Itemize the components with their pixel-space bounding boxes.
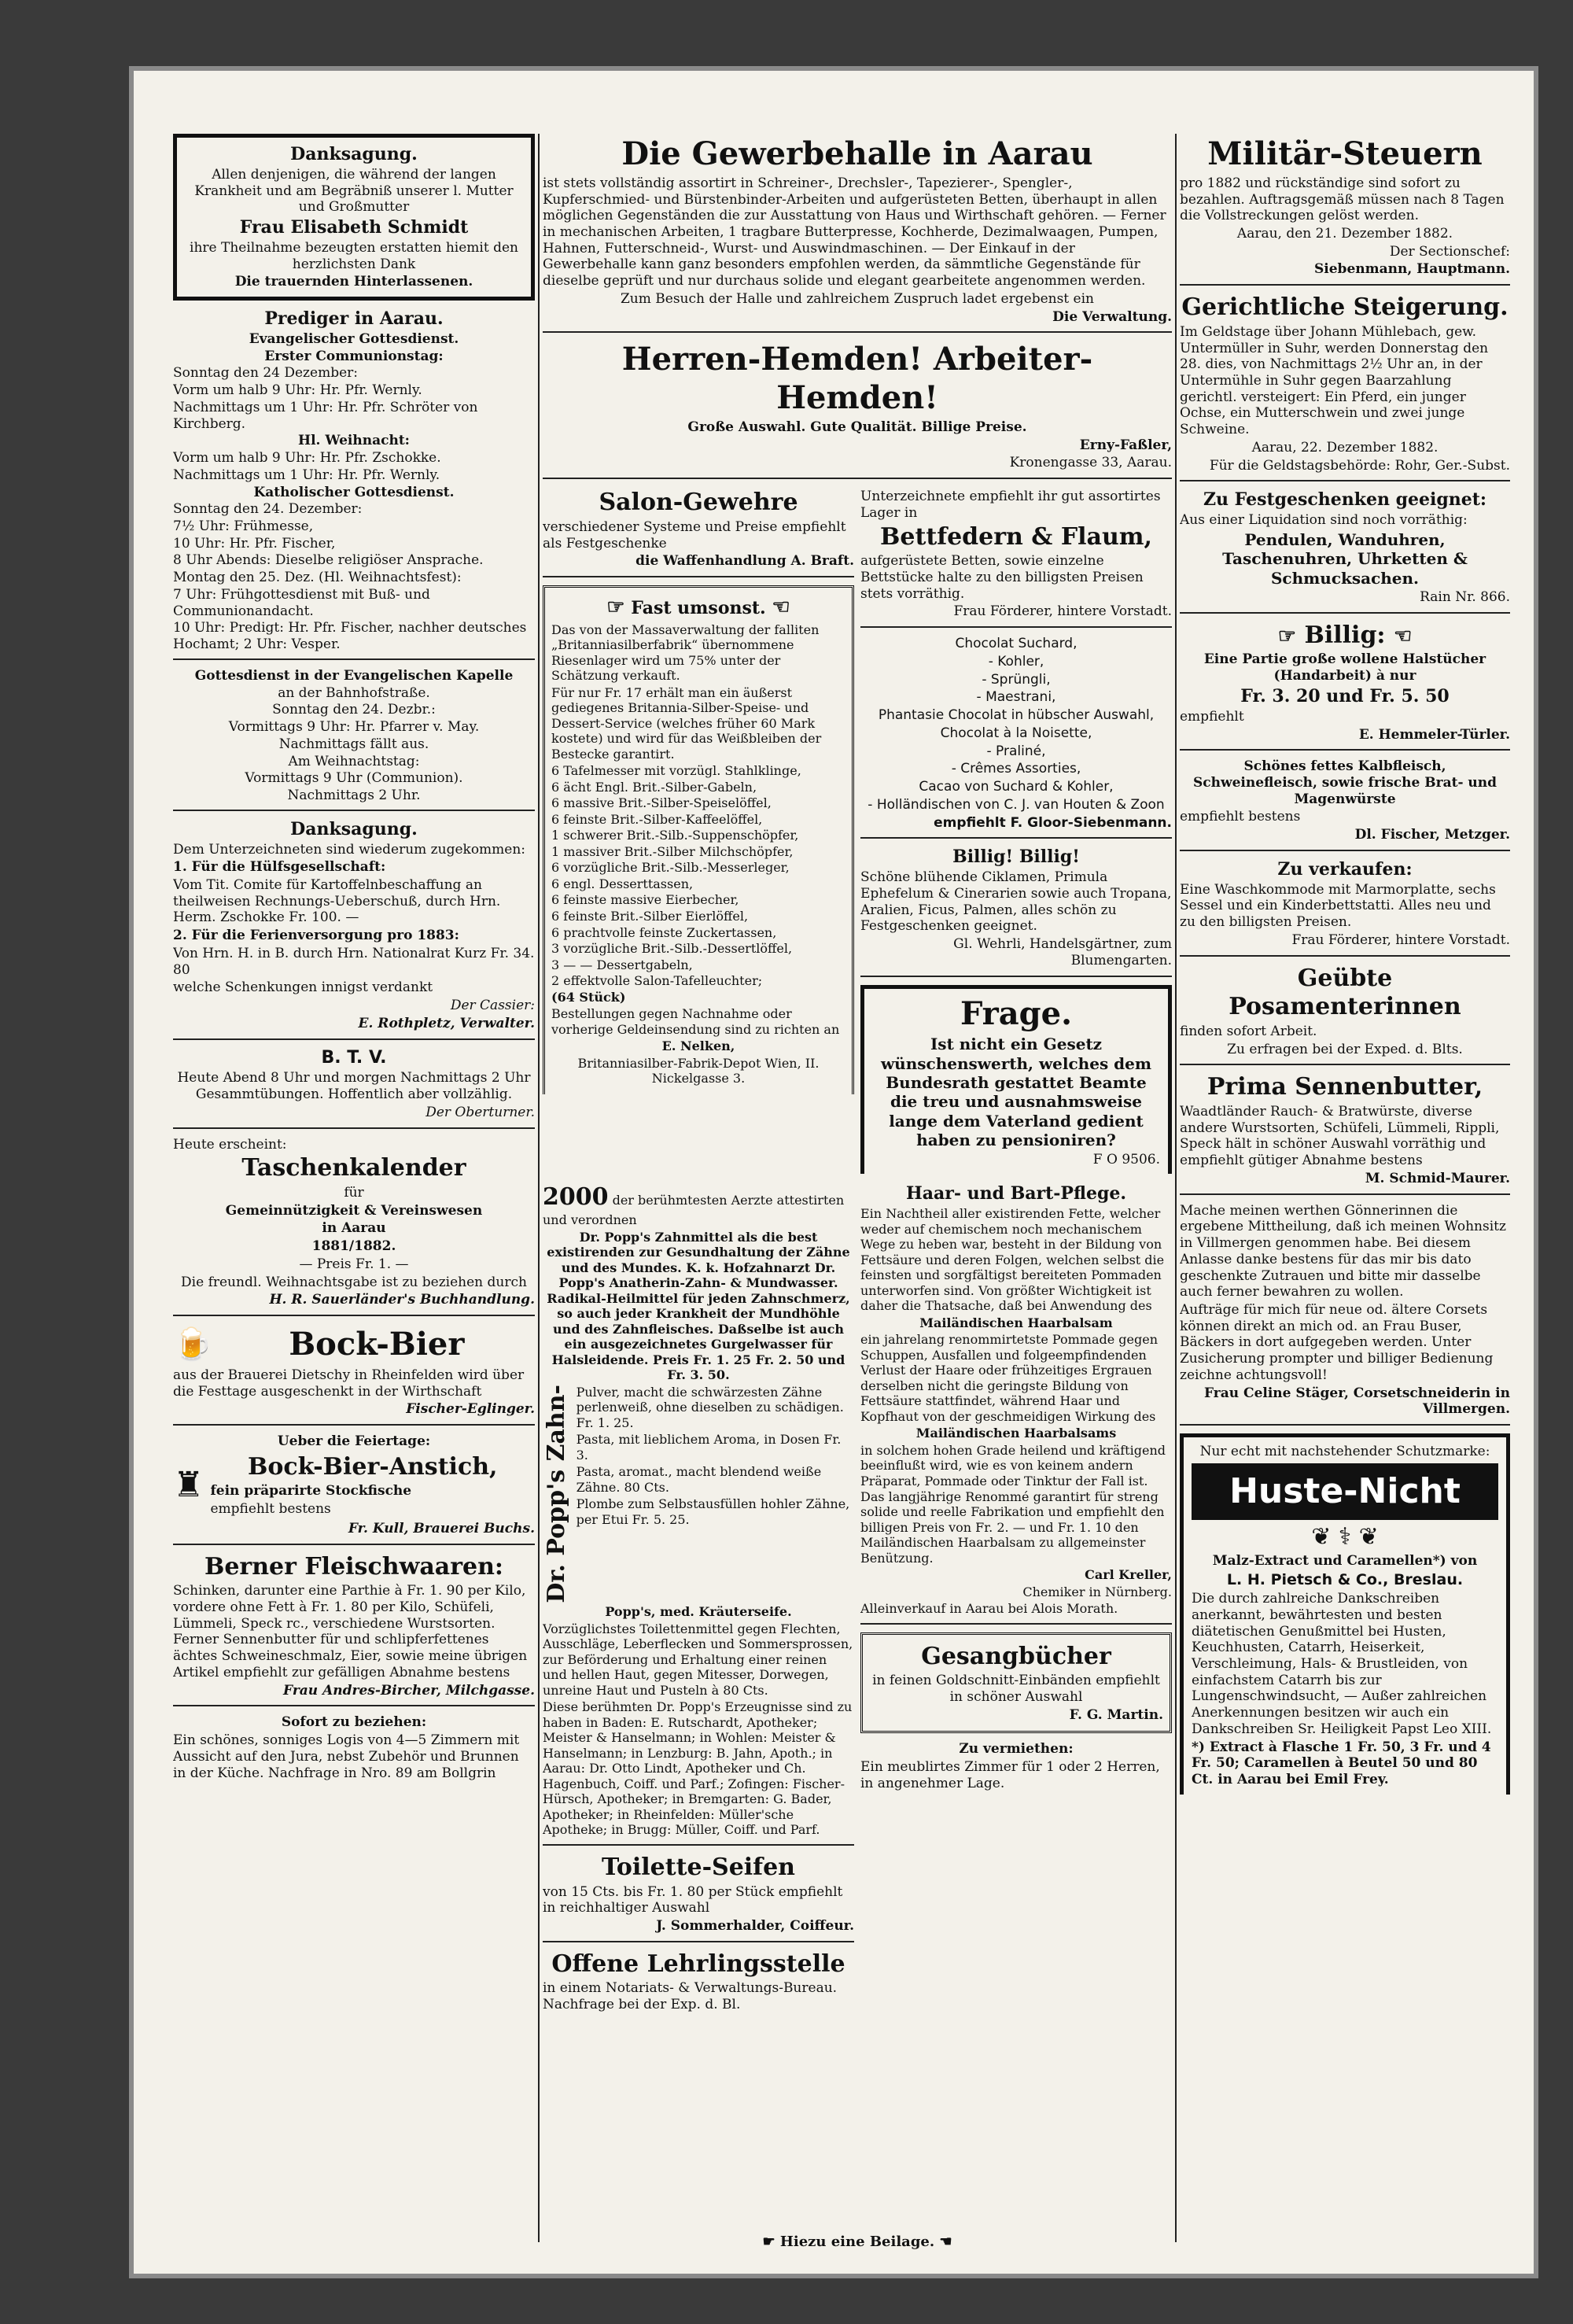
- two-column-block: [543, 1182, 1172, 2027]
- ad-signature: Der Sectionschef:: [1389, 243, 1510, 260]
- ad-title: Geübte Posamenterinnen: [1229, 964, 1461, 1021]
- service-line: 7 Uhr: Frühgottesdienst mit Buß- und Communionandacht.: [173, 586, 430, 619]
- ad-body: Heute Abend 8 Uhr und morgen Nachmittags 2 Uhr Gesammtübungen. Hoffentlich aber vollzählig.: [177, 1070, 531, 1103]
- ad-body: Vorzüglichstes Toilettenmittel gegen Flechten, Ausschläge, Leberflecken und Sommersprossen, zur Beförderung und Erhaltung einer reinen und hellen Haut, gegen Mitesser, Dorwegen, unreine Haut und Pusteln à 80 Cts.: [543, 1621, 853, 1698]
- pointing-hand-left-icon: ☜: [772, 596, 790, 619]
- list-item: 1 massiver Brit.-Silber Milchschöpfer,: [551, 843, 794, 859]
- ad-body: in feinen Goldschnitt-Einbänden empfiehlt in schöner Auswahl: [872, 1673, 1160, 1705]
- ad-items: Pendulen, Wanduhren, Taschenuhren, Uhrketten & Schmucksachen.: [1222, 529, 1468, 588]
- ad-body: Die durch zahlreiche Dankschreiben anerkannt, bewährtesten und besten diätetischen Genußmittel bei Husten, Keuchhusten, Catarrh, Heiserkeit, Verschleimung, Hals- & Brustleiden, von einfachstem Catarrh bis zur Lungenschwindsucht, — Außer zahlreichen Anerkennungen besitzen wir auch ein Dankschreiben Sr. Heiligkeit Papst Leo XIII.: [1192, 1591, 1492, 1737]
- subcolumn-left: [543, 1182, 854, 2027]
- ad-title: Danksagung.: [290, 818, 418, 839]
- ad-gewerbehalle: [543, 135, 1172, 333]
- ad-signature: Carl Kreller,: [1085, 1567, 1172, 1583]
- ad-billig-halstuecher: [1180, 622, 1510, 751]
- ad-bockbier: [173, 1324, 535, 1426]
- ad-footnote: *) Extract à Flasche 1 Fr. 50, 3 Fr. und 4 Fr. 50; Caramellen à Beutel 50 und 80 Ct. in Aarau bei Emil Frey.: [1192, 1739, 1491, 1788]
- ad-body: von 15 Cts. bis Fr. 1. 80 per Stück empfiehlt in reichhaltiger Auswahl: [543, 1883, 843, 1916]
- ad-title: Bettfedern & Flaum,: [880, 522, 1152, 551]
- ad-subtitle: Mailändischen Haarbalsams: [915, 1426, 1117, 1441]
- ad-body: aus der Brauerei Dietschy in Rheinfelden wird über die Festtage ausgeschenkt in der Wirthschaft: [173, 1367, 525, 1400]
- beer-mug-icon: 🍺: [173, 1326, 212, 1363]
- list-item: 3 vorzügliche Brit.-Silb.-Dessertlöffel,: [551, 941, 793, 957]
- service-line: Vormittags 9 Uhr (Communion).: [245, 770, 463, 787]
- ad-body: Mache meinen werthen Gönnerinnen die ergebene Mittheilung, daß ich meinen Wohnsitz in Villmergen genommen habe. Bei diesem Anlasse danke bestens für das mir bis dato geschenkte Zutrauen und bitte mir dasselbe auch ferner bewahren zu wollen.: [1180, 1202, 1506, 1300]
- ad-bettfedern: [860, 489, 1172, 628]
- ad-body: Für nur Fr. 17 erhält man ein äußerst gediegenes Britannia-Silber-Speise- und Dessert-Service (welches früher 60 Mark kostete) und wird für das Weißbleiben der Bestecke garantirt.: [551, 684, 822, 762]
- ad-body: Im Geldstage über Johann Mühlebach, gew. Untermüller in Suhr, werden Donnerstag den 28. dies, von Nachmittags 2½ Uhr an, in der Untermühle in Suhr gegen Baarzahlung gerichtl. versteigert: Ein Pferd, ein junger Ochse, ein Mutterschwein und zwei junge Schweine.: [1180, 323, 1489, 438]
- service-line: Vormittags 9 Uhr: Hr. Pfarrer v. May.: [228, 719, 480, 736]
- ad-chocolat: [860, 636, 1172, 839]
- subcolumn-right: [860, 1182, 1172, 2027]
- ad-pretitle: Unterzeichnete empfiehlt ihr gut assortirtes Lager in: [860, 489, 1161, 521]
- ad-zu-verkaufen: [1180, 859, 1510, 957]
- service-line: Am Weihnachtstag:: [288, 753, 420, 769]
- ad-signature: Frau Förderer, hintere Vorstadt.: [953, 603, 1172, 620]
- ad-signature: Dl. Fischer, Metzger.: [1354, 827, 1510, 843]
- ad-title: Gottesdienst in der Evangelischen Kapelle: [194, 667, 514, 684]
- ad-line: Gemeinnützigkeit & Vereinswesen: [225, 1202, 483, 1219]
- ad-date: Aarau, den 21. Dezember 1882.: [1236, 226, 1453, 242]
- ad-price: Fr. 3. 20 und Fr. 5. 50: [1240, 685, 1450, 706]
- ad-frage: [860, 985, 1172, 1175]
- service-line: Vorm um halb 9 Uhr: Hr. Pfr. Zschokke.: [173, 450, 441, 467]
- ad-signature: F. G. Martin.: [1069, 1706, 1163, 1723]
- ad-gerichtliche-steigerung: [1180, 293, 1510, 481]
- ad-subtitle: Große Auswahl. Gute Qualität. Billige Preise.: [687, 419, 1027, 435]
- ad-billig-blumen: [860, 847, 1172, 976]
- ad-title: Malz-Extract und Caramellen*) von: [1212, 1553, 1478, 1570]
- ad-bierstich: [173, 1433, 535, 1545]
- column-middle: [543, 134, 1172, 2242]
- ad-body: empfiehlt bestens: [210, 1501, 331, 1518]
- service-line: Sonntag den 24. Dezember:: [173, 501, 363, 518]
- ad-body: Aufträge für mich für neue od. ältere Corsets können direkt an mich od. an Frau Buser, Bäckers in dort aufgegeben werden. Unter Zusicherung prompter und billiger Bedienung zeichne achtungsvoll!: [1180, 1302, 1494, 1383]
- ad-body: in einem Notariats- & Verwaltungs-Bureau. Nachfrage bei der Exp. d. Bl.: [543, 1980, 838, 2013]
- ad-body: Aus einer Liquidation sind noch vorräthig:: [1180, 512, 1468, 529]
- ad-body: Ist nicht ein Gesetz wünschenswerth, welches dem Bundesrath gestattet Beamte die treu und ausnahmsweise lange dem Vaterland gedient haben zu pensioniren?: [880, 1035, 1152, 1150]
- service-line: Nachmittags um 1 Uhr: Hr. Pfr. Wernly.: [173, 467, 440, 483]
- service-line: Vorm um halb 9 Uhr: Hr. Pfr. Wernly.: [173, 382, 422, 399]
- gnome-figure-icon: ♜: [173, 1465, 204, 1506]
- ad-title: Billig! Billig!: [952, 847, 1080, 868]
- list-item: - Maestrani,: [976, 689, 1056, 706]
- ad-signature: Erny-Faßler,: [1079, 437, 1172, 453]
- ad-zimmer: [860, 1741, 1172, 1798]
- popp-product-list: [543, 1385, 854, 1603]
- ad-title: Zu Festgeschenken geeignet:: [1203, 489, 1487, 511]
- pointing-hand-left-icon: ☜: [1393, 624, 1413, 648]
- list-item: 2 effektvolle Salon-Tafelleuchter;: [551, 973, 763, 989]
- ad-body: Waadtländer Rauch- & Bratwürste, diverse andere Wurstsorten, Schüfeli, Lümmeli, Rippli, Speck hält in schöner Auswahl vorräthig und empfiehlt gütiger Abnahme bestens: [1180, 1103, 1500, 1169]
- service-line: Sonntag den 24. Dezbr.:: [272, 702, 436, 718]
- service-line: an der Bahnhofstraße.: [278, 684, 430, 701]
- list-item: - Praliné,: [986, 743, 1046, 759]
- ad-pretitle: empfiehlt: [1180, 708, 1244, 725]
- ad-title: Sofort zu beziehen:: [281, 1714, 427, 1731]
- ad-maker: L. H. Pietsch & Co., Breslau.: [1226, 1570, 1464, 1588]
- list-item: Pulver, macht die schwärzesten Zähne perlenweiß, ohne dieselben zu schädigen. Fr. 1. 25.: [576, 1384, 844, 1430]
- ad-line: Die freundl. Weihnachtsgabe ist zu beziehen durch: [181, 1274, 527, 1290]
- ad-line: für: [344, 1184, 364, 1201]
- list-item: - Crêmes Assorties,: [951, 761, 1081, 777]
- ad-body: Diese berühmten Dr. Popp's Erzeugnisse sind zu haben in Baden: E. Rutschardt, Apotheker; Meister & Hanselmann; in Wohlen: Meister & Hanselmann; in Lenzburg: B. Jahn, Apoth.; in Aarau: Dr. Otto Lindt, Apotheker und Ch. Hagenbuch, Coiff. und Parf.; Zofingen: Fischer-Hürsch, Apotheker; in Bremgarten: G. Bader, Apotheker; in Rheinfelden: Müller'sche Apotheke; in Brugg: Müller, Coiff. und Parf.: [543, 1699, 853, 1838]
- ad-body: Allen denjenigen, die während der langen Krankheit und am Begräbniß unserer l. Mutter und Großmutter: [194, 166, 514, 216]
- list-item: 6 vorzügliche Brit.-Silb.-Messerleger,: [551, 860, 790, 876]
- ad-pretitle: Ueber die Feiertage:: [277, 1433, 431, 1450]
- pointing-hand-right-icon: ☞: [1277, 624, 1297, 648]
- ad-body: Bestellungen gegen Nachnahme oder vorherige Geldeinsendung sind zu richten an: [551, 1006, 840, 1037]
- ad-title-text: Billig:: [1304, 621, 1386, 649]
- service-line: Nachmittags fällt aus.: [278, 736, 429, 752]
- ad-signature: die Waffenhandlung A. Braft.: [635, 553, 854, 570]
- ad-signature: Die Verwaltung.: [1052, 308, 1172, 325]
- ad-title: Bock-Bier-Anstich,: [247, 1452, 498, 1481]
- ad-body: ihre Theilnahme bezeugten erstatten hiemit den herzlichsten Dank: [190, 239, 518, 272]
- ad-title: Militär-Steuern: [1207, 135, 1483, 172]
- ad-body: Eine Partie große wollene Halstücher (Handarbeit) à nur: [1203, 651, 1486, 684]
- two-column-block: [543, 487, 1172, 1182]
- ad-title: Salon-Gewehre: [599, 489, 798, 517]
- ad-danksagung-cassier: [173, 819, 535, 1040]
- ad-taschenkalender: [173, 1137, 535, 1316]
- ad-signature: Fr. Kull, Brauerei Buchs.: [348, 1520, 535, 1536]
- list-item: Chocolat Suchard,: [955, 636, 1078, 652]
- ad-subtitle: fein präparirte Stockfische: [210, 1483, 412, 1500]
- ad-signature: Chemiker in Nürnberg.: [1022, 1584, 1172, 1599]
- ad-head: der berühmtesten Aerzte attestirten und verordnen: [543, 1193, 845, 1227]
- service-line: Montag den 25. Dez. (Hl. Weihnachtsfest):: [173, 570, 462, 586]
- newspaper-page: [134, 71, 1534, 2274]
- list-item: - Kohler,: [988, 653, 1044, 670]
- ad-body: pro 1882 und rückständige sind sofort zu bezahlen. Auftragsgemäß müssen nach 8 Tagen die Vollstreckungen gelöst werden.: [1180, 175, 1505, 224]
- service-line: 10 Uhr: Hr. Pfr. Fischer,: [173, 535, 336, 551]
- ad-kalbfleisch: [1180, 758, 1510, 851]
- ad-prediger: [173, 308, 535, 660]
- ad-signature: Rain Nr. 866.: [1420, 589, 1510, 606]
- list-item: Phantasie Chocolat in hübscher Auswahl,: [878, 707, 1155, 724]
- list-item: 1 schwerer Brit.-Silb.-Suppenschöpfer,: [551, 828, 799, 843]
- ad-title: Berner Fleischwaaren:: [204, 1552, 504, 1581]
- ad-address: Britanniasilber-Fabrik-Depot Wien, II. Nickelgasse 3.: [577, 1055, 820, 1086]
- ad-body: Schönes fettes Kalbfleisch, Schweinefleisch, sowie frische Brat- und Magenwürste: [1192, 758, 1497, 807]
- ad-hemden: [543, 341, 1172, 479]
- list-item: 6 ächt Engl. Brit.-Silber-Gabeln,: [551, 779, 757, 795]
- section-heading: Evangelischer Gottesdienst.: [249, 330, 459, 347]
- ad-title: Die Gewerbehalle in Aarau: [621, 135, 1093, 172]
- trademark-emblem-icon: ❦ ⚕ ❦: [1311, 1522, 1379, 1551]
- ad-signature: Der Cassier:: [450, 998, 535, 1014]
- ad-body: aufgerüstete Betten, sowie einzelne Bettstücke halte zu den billigsten Preisen stets vorräthig.: [860, 553, 1144, 602]
- ad-signature: Siebenmann, Hauptmann.: [1314, 261, 1510, 278]
- ad-line: 2. Für die Ferienversorgung pro 1883:: [173, 928, 459, 944]
- list-item: 6 engl. Desserttassen,: [551, 876, 694, 891]
- list-item: 6 prachtvolle feinste Zuckertassen,: [551, 924, 777, 940]
- list-item: 6 feinste Brit.-Silber Eierlöffel,: [551, 909, 749, 924]
- ad-sennenbutter: [1180, 1073, 1510, 1194]
- ad-danksagung-schmidt: [173, 134, 535, 301]
- ad-lead-number: 2000: [543, 1183, 609, 1212]
- ad-logis: [173, 1714, 535, 1787]
- ad-title: Haar- und Bart-Pflege.: [905, 1183, 1127, 1204]
- list-item: 6 massive Brit.-Silber-Speiselöffel,: [551, 795, 772, 811]
- ad-pretitle: Heute erscheint:: [173, 1136, 287, 1153]
- column-rule: [1175, 134, 1177, 2242]
- ad-body: finden sofort Arbeit.: [1180, 1023, 1317, 1039]
- ad-fast-umsonst: [543, 585, 854, 1094]
- ad-line: Von Hrn. H. in B. durch Hrn. Nationalrat Kurz Fr. 34. 80: [173, 945, 535, 978]
- ad-title: Taschenkalender: [241, 1154, 466, 1182]
- list-item: 3 — — Dessertgabeln,: [551, 957, 693, 972]
- column-left: [173, 134, 535, 2242]
- list-item: 6 Tafelmesser mit vorzügl. Stahlklinge,: [551, 763, 801, 779]
- ad-subtitle: Popp's, med. Kräuterseife.: [605, 1604, 792, 1620]
- ad-line: 1881/1882.: [311, 1238, 396, 1255]
- ad-title: Gerichtliche Steigerung.: [1181, 293, 1509, 322]
- list-item: Plombe zum Selbstausfüllen hohler Zähne, per Etui Fr. 5. 25.: [576, 1496, 850, 1527]
- section-heading: Erster Communionstag:: [264, 348, 444, 364]
- column-right: [1180, 134, 1510, 2242]
- list-item: 6 feinste massive Eierbecher,: [551, 892, 739, 908]
- ad-gesangbuecher: [860, 1632, 1172, 1734]
- ad-title: Frage.: [960, 994, 1073, 1032]
- subcolumn-left: [543, 487, 854, 1182]
- ad-popp: [543, 1183, 854, 1846]
- vertical-label: Dr. Popp's Zahn-: [543, 1384, 570, 1603]
- ad-date: Aarau, 22. Dezember 1882.: [1251, 439, 1439, 456]
- service-item-list: [551, 763, 845, 1005]
- ad-berner-fleischwaaren: [173, 1553, 535, 1707]
- ad-signature: Frau Andres-Bircher, Milchgasse.: [283, 1682, 535, 1699]
- ad-body: Schöne blühende Ciklamen, Primula Ephefelum & Cinerarien sowie auch Tropana, Aralien, Ficus, Palmen, alles schön zu Festgeschenken geeignet.: [860, 869, 1172, 935]
- ad-body: Ein meublirtes Zimmer für 1 oder 2 Herren, in angenehmer Lage.: [860, 1759, 1160, 1791]
- ad-pretitle: Nur echt mit nachstehender Schutzmarke:: [1199, 1444, 1490, 1460]
- ad-salon-gewehre: [543, 489, 854, 577]
- ad-body: ist stets vollständig assortirt in Schreiner-, Drechsler-, Tapezierer-, Spengler-, Kupferschmied- und Bürstenbinder-Arbeiten und aufgerüsteten Betten, überhaupt in allen möglichen Gegenständen die zur Ausstattung von Haus und Wirthschaft gehören. — Ferner in mechanischen Arbeiten, 1 tragbare Butterpresse, Kochherde, Dezimalwaagen, Pumpen, Hahnen, Futterschneid-, Wurst- und Auswindmaschinen. — Der Einkauf in der Gewerbehalle kann ganz besonders empfohlen werden, da sämmtliche Gegenstände für dieselbe geprüft und nur durchaus solide und elegant gearbeitete angenommen werden.: [543, 175, 1166, 290]
- ad-title: Bock-Bier: [289, 1326, 465, 1363]
- ad-corsets-staeger: [1180, 1203, 1510, 1426]
- ad-huste-nicht: [1180, 1433, 1510, 1795]
- beilage-notice: ☛ Hiezu eine Beilage. ☚: [762, 2234, 952, 2250]
- ad-signature: Für die Geldstagsbehörde: Rohr, Ger.-Subst.: [1209, 457, 1510, 474]
- ad-btv: [173, 1048, 535, 1129]
- ad-title: Prediger in Aarau.: [264, 308, 444, 330]
- ad-signature: Frau Förderer, hintere Vorstadt.: [1291, 931, 1510, 948]
- ad-signature: E. Rothpletz, Verwalter.: [358, 1015, 535, 1031]
- service-line: Nachmittags 2 Uhr.: [287, 787, 421, 803]
- service-line: Nachmittags um 1 Uhr: Hr. Pfr. Schröter von Kirchberg.: [173, 399, 478, 432]
- ad-haar-pflege: [860, 1183, 1172, 1624]
- ad-signature: Der Oberturner.: [425, 1104, 535, 1120]
- list-item: Pasta, mit lieblichem Aroma, in Dosen Fr. 3.: [576, 1432, 842, 1463]
- ad-body: verschiedener Systeme und Preise empfiehlt als Festgeschenke: [543, 518, 846, 551]
- ad-reference: F O 9506.: [1092, 1151, 1160, 1168]
- list-item: Cacao von Suchard & Kohler,: [919, 779, 1114, 795]
- ad-line: 1. Für die Hülfsgesellschaft:: [173, 859, 386, 876]
- ad-lehrlingsstelle: [543, 1950, 854, 2020]
- ad-body: Ein Nachtheil aller existirenden Fette, welcher weder auf chemischem noch mechanischem Wege zu heben war, besteht in der Bildung von Fettsäure und deren Folgen, welchen selbst die feinsten und sorgfältigst bereiteten Pommaden unterworfen sind. Von größter Wichtigkeit ist daher die Thatsache, daß bei Anwendung des: [860, 1206, 1165, 1314]
- ad-signature: E. Nelken,: [661, 1038, 735, 1054]
- ad-title: Herren-Hemden! Arbeiter-Hemden!: [621, 341, 1093, 417]
- ad-body: Dr. Popp's Zahnmittel als die best existirenden zur Gesundhaltung der Zähne und des Mundes. K. k. Hofzahnarzt Dr. Popp's Anatherin-Zahn- & Mundwasser. Radikal-Heilmittel für jeden Zahnschmerz, so auch jeder Krankheit der Mundhöhle und des Zahnfleisches. Daßselbe ist auch ein ausgezeichnetes Gurgelwasser für Halsleidende. Preis Fr. 1. 25 Fr. 2. 50 und Fr. 3. 50.: [547, 1229, 850, 1383]
- ad-title: Zu vermiethen:: [959, 1741, 1074, 1758]
- ad-militaer-steuern: [1180, 135, 1510, 286]
- ad-title: [551, 596, 845, 621]
- list-item: - Sprüngli,: [982, 671, 1051, 688]
- ad-line: Vom Tit. Comite für Kartoffelnbeschaffung an theilweisen Rechnungs-Ueberschuß, durch Hrn. Herm. Zschokke Fr. 100. —: [173, 877, 501, 926]
- ad-title: Toilette-Seifen: [602, 1854, 795, 1881]
- ad-signature: Fischer-Eglinger.: [406, 1401, 535, 1418]
- list-item: 6 feinste Brit.-Silber-Kaffeelöffel,: [551, 811, 763, 827]
- ad-signature: empfiehlt F. Gloor-Siebenmann.: [934, 814, 1172, 831]
- ad-title: [1180, 622, 1510, 651]
- list-item: (64 Stück): [551, 989, 626, 1005]
- subcolumn-right: [860, 487, 1172, 1182]
- ad-title: B. T. V.: [321, 1047, 387, 1068]
- ad-signature: M. Schmid-Maurer.: [1365, 1170, 1510, 1186]
- pointing-hand-right-icon: ☞: [606, 596, 625, 619]
- section-heading: Katholischer Gottesdienst.: [253, 484, 455, 500]
- ad-signature: J. Sommerhalder, Coiffeur.: [656, 1918, 854, 1935]
- ad-body: Das von der Massaverwaltung der falliten „Britanniasilberfabrik“ übernommene Riesenlager wird um 75% unter der Schätzung verkauft.: [551, 622, 820, 684]
- column-rule: [538, 134, 540, 2242]
- list-item: Pasta, aromat., macht blendend weiße Zähne. 80 Cts.: [576, 1464, 822, 1495]
- ad-body: Schinken, darunter eine Parthie à Fr. 1. 90 per Kilo, vordere ohne Fett à Fr. 1. 80 per Kilo, Schüfeli, Lümmeli, Speck rc., verschiedene Wurstsorten. Ferner Sennenbutter für und schlipferfettenes ächtes Schweineschmalz, Eier, sowie meine übrigen Artikel empfiehlt zur gefälligen Abnahme bestens: [173, 1583, 528, 1680]
- ad-signature: Gl. Wehrli, Handelsgärtner, zum Blumengarten.: [953, 936, 1172, 968]
- ad-signature: E. Hemmeler-Türler.: [1358, 726, 1510, 743]
- ad-posamenterinnen: [1180, 965, 1510, 1066]
- ad-title: Danksagung.: [290, 144, 418, 164]
- service-line: 8 Uhr Abends: Dieselbe religiöser Ansprache.: [173, 552, 484, 569]
- ad-title: Offene Lehrlingsstelle: [551, 1950, 845, 1978]
- ad-toilette-seifen: [543, 1854, 854, 1942]
- ad-signature: Frau Celine Stäger, Corsetschneiderin in Villmergen.: [1204, 1385, 1510, 1418]
- deceased-name: Frau Elisabeth Schmidt: [239, 217, 469, 238]
- section-heading: Hl. Weihnacht:: [298, 433, 410, 449]
- ad-body: ein jahrelang renommirtetste Pommade gegen Schuppen, Ausfallen und folgeempfindenden Verlust der Haare oder frühzeitiges Ergrauen derselben nicht die geringste Bildung von Fettsäure stattfindet, während Haar und Kopfhaut von der geschmeidigen Wirkung des: [860, 1332, 1159, 1424]
- ad-line: in Aarau: [322, 1220, 386, 1237]
- service-line: 7½ Uhr: Frühmesse,: [173, 518, 314, 534]
- ad-signature: Die trauernden Hinterlassenen.: [234, 274, 473, 290]
- ad-title: Zu verkaufen:: [1277, 858, 1413, 880]
- ad-body: Eine Waschkommode mit Marmorplatte, sechs Sessel und ein Kinderbettstatti. Alles neu und zu den billigsten Preisen.: [1180, 881, 1496, 931]
- ad-festgeschenke: [1180, 489, 1510, 613]
- ad-body: Ein schönes, sonniges Logis von 4—5 Zimmern mit Aussicht auf den Jura, nebst Zubehör und Brunnen in der Küche. Nachfrage in Nro. 89 am Bollgrin: [173, 1732, 520, 1781]
- ad-body: Zu erfragen bei der Exped. d. Blts.: [1227, 1041, 1463, 1057]
- service-line: 10 Uhr: Predigt: Hr. Pfr. Fischer, nachher deutsches Hochamt; 2 Uhr: Vesper.: [173, 620, 527, 653]
- ad-line: Dem Unterzeichneten sind wiederum zugekommen:: [173, 841, 526, 858]
- huste-nicht-logo: Huste-Nicht: [1192, 1463, 1498, 1520]
- ad-line: — Preis Fr. 1. —: [299, 1256, 409, 1272]
- ad-title-text: Fast umsonst.: [631, 598, 766, 618]
- ad-title: Gesangbücher: [921, 1642, 1111, 1670]
- ad-kapelle: [173, 668, 535, 811]
- ad-address: Kronengasse 33, Aarau.: [1009, 455, 1172, 471]
- service-line: Sonntag den 24 Dezember:: [173, 365, 358, 382]
- list-item: - Holländischen von C. J. van Houten & Zoon: [868, 796, 1165, 813]
- ad-subtitle: Mailändischen Haarbalsam: [919, 1315, 1113, 1330]
- ad-pretitle: empfiehlt bestens: [1180, 809, 1301, 825]
- ad-address: Alleinverkauf in Aarau bei Alois Morath.: [860, 1601, 1118, 1617]
- ad-body: Zum Besuch der Halle und zahlreichem Zuspruch ladet ergebenst ein: [621, 290, 1094, 307]
- ad-line: welche Schenkungen innigst verdankt: [173, 979, 433, 996]
- ad-signature: H. R. Sauerländer's Buchhandlung.: [269, 1292, 535, 1308]
- list-item: Chocolat à la Noisette,: [940, 725, 1092, 741]
- ad-body: in solchem hohen Grade heilend und kräftigend beeinflußt wird, wie es von keinem andern Präparat, Pommade oder Tinktur der Fall ist. Das langjährige Renommé garantirt für streng solide und reelle Fabrikation und empfiehlt den billigen Preis von Fr. 2. — und Fr. 1. 10 den Mailändischen Haarbalsam zu allgemeinster Benützung.: [860, 1442, 1166, 1566]
- ad-title: Prima Sennenbutter,: [1206, 1073, 1483, 1101]
